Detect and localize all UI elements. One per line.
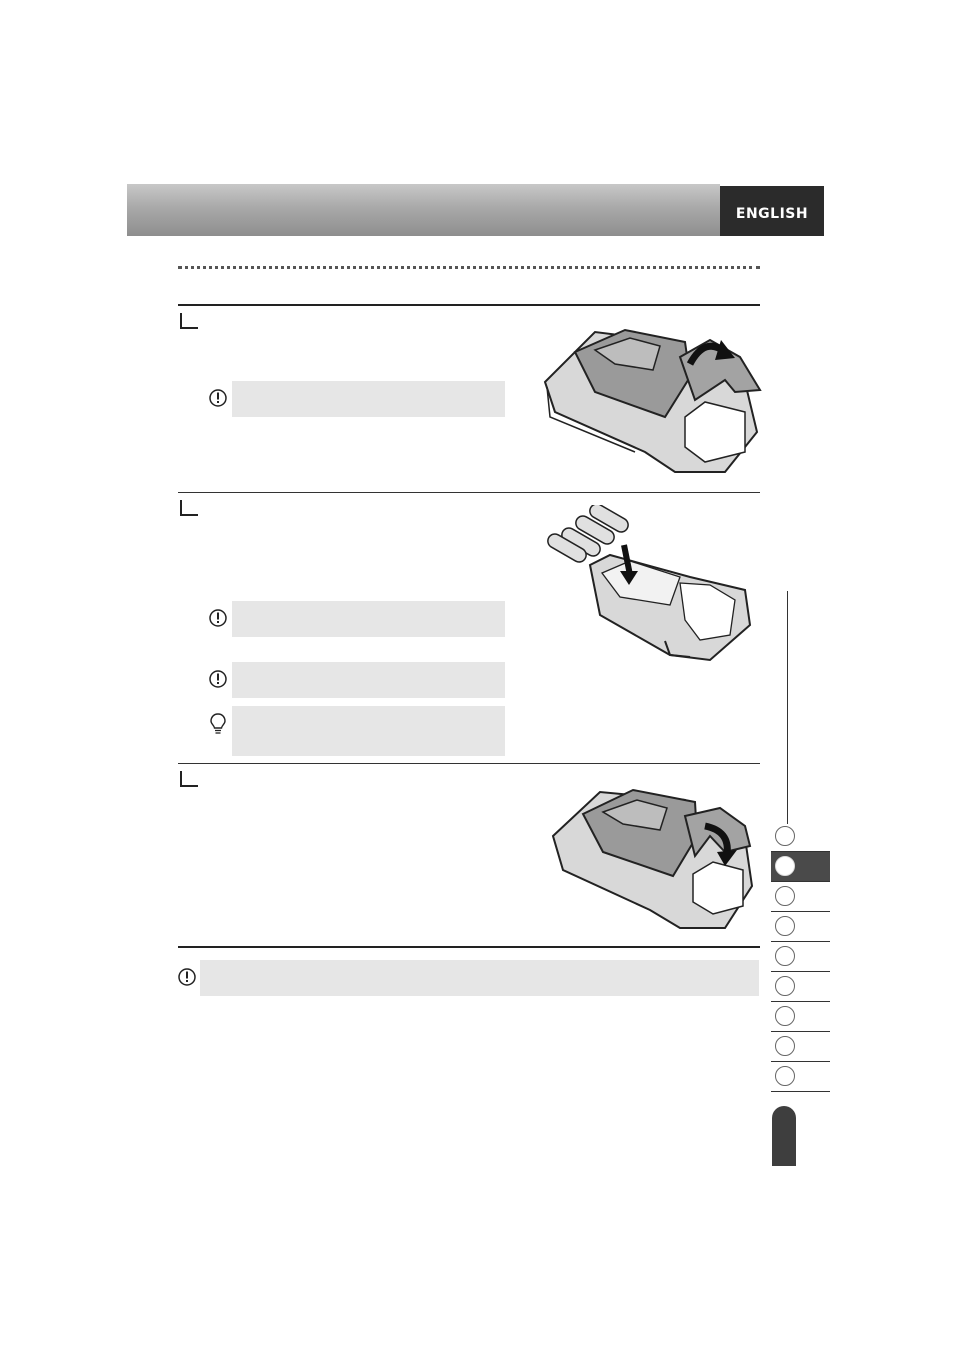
- caution-icon: [177, 967, 197, 987]
- step-3-rule: [178, 763, 760, 764]
- step-1-rule: [178, 304, 760, 306]
- side-nav-item-active[interactable]: [771, 852, 830, 882]
- side-nav-item[interactable]: [771, 912, 830, 942]
- side-nav-line: [787, 591, 788, 824]
- caution-note-3: [232, 662, 505, 698]
- chapter-circle-icon: [775, 946, 795, 966]
- caution-icon: [208, 388, 228, 408]
- chapter-circle-icon: [775, 916, 795, 936]
- caution-note-1: [232, 381, 505, 417]
- chapter-circle-icon: [775, 826, 795, 846]
- language-tab[interactable]: [720, 186, 824, 236]
- chapter-circle-icon: [775, 1006, 795, 1026]
- section-dotted-divider: [178, 266, 760, 269]
- hint-note: [232, 706, 505, 756]
- side-nav-item[interactable]: [771, 1002, 830, 1032]
- step-3-marker: [180, 771, 198, 787]
- side-nav-item[interactable]: [771, 1032, 830, 1062]
- step-1-marker: [180, 313, 198, 329]
- header-banner: [127, 184, 720, 236]
- chapter-circle-icon: [775, 1066, 795, 1086]
- close-cover-illustration: [545, 786, 760, 936]
- side-nav-item[interactable]: [771, 822, 830, 852]
- side-tab[interactable]: [772, 1106, 796, 1166]
- side-nav-item[interactable]: [771, 942, 830, 972]
- side-nav-item[interactable]: [771, 1062, 830, 1092]
- open-cover-illustration: [535, 322, 765, 482]
- caution-icon: [208, 669, 228, 689]
- chapter-circle-icon: [775, 1036, 795, 1056]
- chapter-circle-icon: [775, 886, 795, 906]
- side-nav-item[interactable]: [771, 882, 830, 912]
- chapter-circle-icon: [775, 856, 795, 876]
- caution-note-2: [232, 601, 505, 637]
- language-label: ENGLISH: [735, 206, 809, 222]
- caution-icon: [208, 608, 228, 628]
- chapter-circle-icon: [775, 976, 795, 996]
- step-2-rule: [178, 492, 760, 493]
- caution-note-bottom: [200, 960, 759, 996]
- side-nav-item[interactable]: [771, 972, 830, 1002]
- insert-batteries-illustration: [540, 505, 760, 665]
- section-end-rule: [178, 946, 760, 948]
- lightbulb-icon: [208, 712, 228, 732]
- step-2-marker: [180, 500, 198, 516]
